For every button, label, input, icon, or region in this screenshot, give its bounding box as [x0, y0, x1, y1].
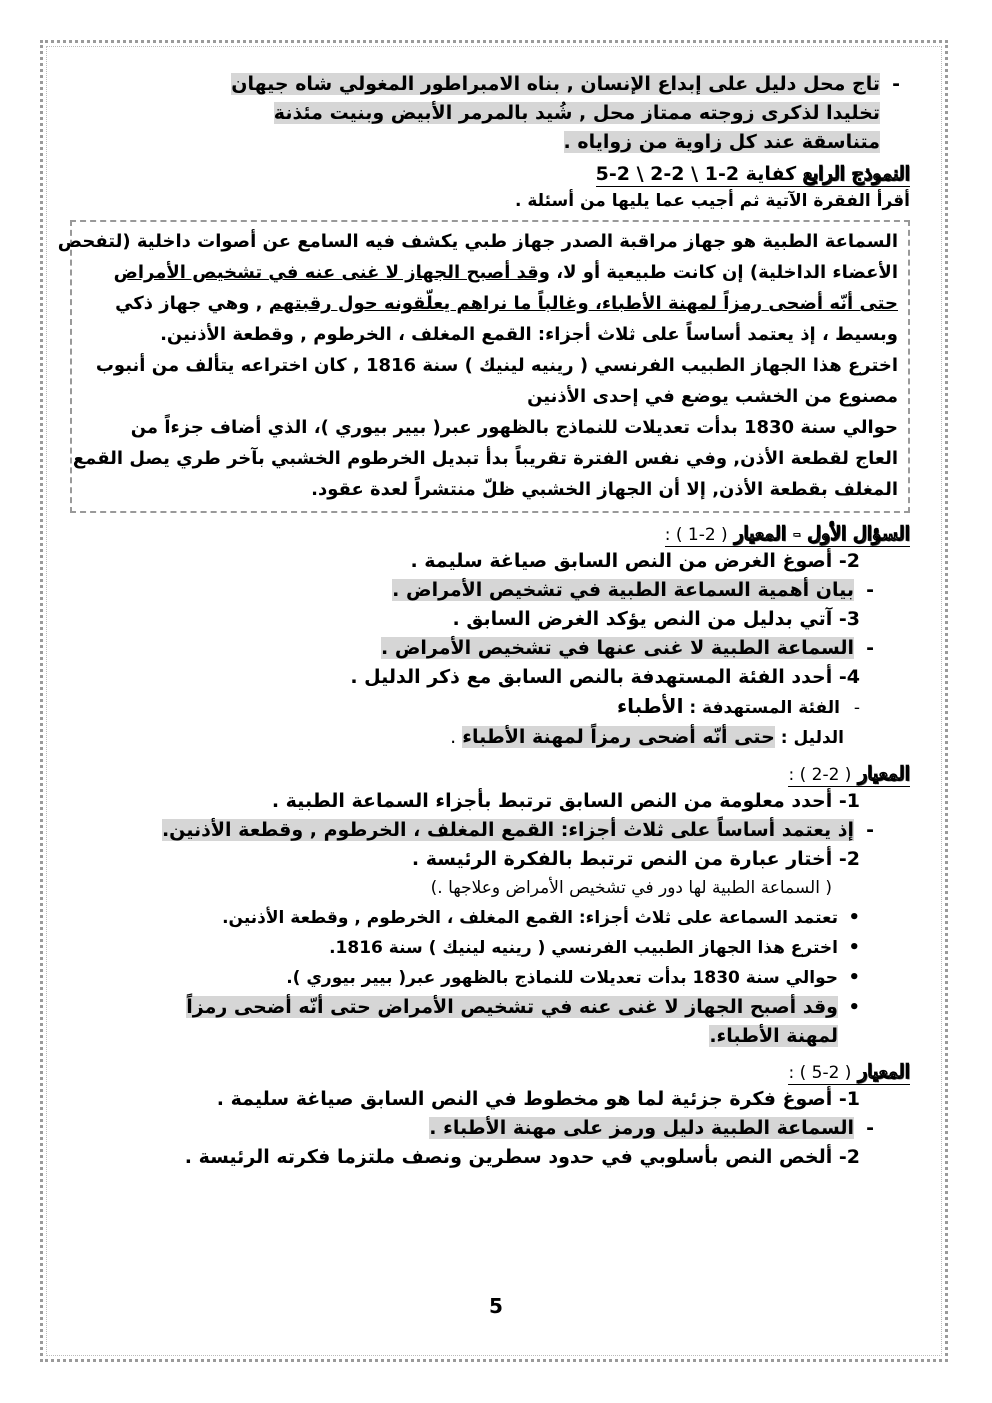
passage-line: المغلف بقطعة الأذن, إلا أن الجهاز الخشبي ظلّ منتشراً لعدة عقود.	[311, 479, 898, 500]
option-item-correct-cont: لمهنة الأطباء.	[709, 1025, 838, 1047]
question-one-items: 2- أصوغ الغرض من النص السابق صياغة سليمة . -بيان أهمية السماعة الطبية في تشخيص الأمراض . 3- آتي بدليل من النص يؤكد الغرض السابق . -السماعة الطبية لا غنى عنها في تشخيص الأمراض . 4- أحدد الفئة المستهدفة بالنص السابق مع ذكر الدليل . -الفئة المستهدفة : الأطباء الدليل : حتى أنّه أضحى رمزاً لمهنة الأطباء .	[70, 547, 860, 753]
question-text: 1- أحدد معلومة من النص السابق ترتبط بأجزاء السماعة الطبية .	[271, 790, 860, 812]
evidence-value: حتى أنّه أضحى رمزاً لمهنة الأطباء	[462, 726, 775, 748]
target-group: -الفئة المستهدفة : الأطباء	[616, 694, 860, 718]
intro-answer: -تاج محل دليل على إبداع الإنسان , بناه الامبراطور المغولي شاه جيهان تخليدا لذكرى زوجته ممتاز محل , شُيد بالمرمر الأبيض وبنيت مئذنة متناسقة عند كل زاوية من زواياه .	[231, 73, 900, 153]
question-text: 2- أصوغ الغرض من النص السابق صياغة سليمة .	[410, 550, 860, 572]
model-instruction: أقرأ الفقرة الآتية ثم أجيب عما يليها من أسئلة .	[514, 191, 910, 211]
main-idea: ( السماعة الطبية لها دور في تشخيص الأمراض وعلاجها .)	[430, 878, 832, 898]
passage-line: مصنوع من الخشب يوضع في إحدى الأذنين	[527, 386, 898, 407]
criterion-title: المعيار	[858, 763, 910, 785]
question-text: 1- أصوغ فكرة جزئية لما هو مخطوط في النص السابق صياغة سليمة .	[216, 1088, 860, 1110]
question-one-title: السؤال الأول - المعيار	[734, 523, 910, 545]
target-group-value: الأطباء	[616, 694, 684, 718]
option-item: • اخترع هذا الجهاز الطبيب الفرنسي ( رينيه لينيك ) سنة 1816.	[70, 933, 860, 963]
evidence: الدليل : حتى أنّه أضحى رمزاً لمهنة الأطباء .	[450, 726, 844, 748]
question-text: 4- أحدد الفئة المستهدفة بالنص السابق مع ذكر الدليل .	[350, 666, 860, 688]
intro-line-2: تخليدا لذكرى زوجته ممتاز محل , شُيد بالمرمر الأبيض وبنيت مئذنة	[273, 102, 880, 124]
page-number: 5	[489, 1294, 503, 1318]
underlined-phrase: وقد أصبح الجهاز لا غنى عنه في تشخيص الأمراض	[113, 262, 550, 283]
question-text: 2- ألخص النص بأسلوبي في حدود سطرين ونصف ملتزما فكرته الرئيسة .	[184, 1146, 860, 1168]
question-one-heading: السؤال الأول - المعيار ( 2-1 ) :	[664, 523, 910, 545]
answer-text: السماعة الطبية لا غنى عنها في تشخيص الأمراض .	[380, 637, 854, 659]
option-item: • حوالي سنة 1830 بدأت تعديلات للنماذج بالظهور عبر( بيير بيوري ).	[70, 963, 860, 993]
answer-text: السماعة الطبية دليل ورمز على مهنة الأطباء .	[429, 1117, 854, 1139]
reading-passage	[57, 220, 910, 513]
criterion-2-2-items: 1- أحدد معلومة من النص السابق ترتبط بأجزاء السماعة الطبية . -إذ يعتمد أساساً على ثلاث أجزاء: القمع المغلف ، الخرطوم , وقطعة الأذنين. 2- أختار عبارة من النص ترتبط بالفكرة الرئيسة . ( السماعة الطبية لها دور في تشخيص الأمراض وعلاجها .) • تعتمد السماعة على ثلاث أجزاء: القمع المغلف ، الخرطوم , وقطعة الأذنين. • اخترع هذا الجهاز الطبيب الفرنسي ( رينيه لينيك ) سنة 1816. • حوالي سنة 1830 بدأت تعديلات للنماذج بالظهور عبر( بيير بيوري ). • وقد أصبح الجهاز لا غنى عنه في تشخيص الأمراض حتى أنّه أضحى رمزاً لمهنة الأطباء.	[70, 787, 860, 1051]
intro-line-1: تاج محل دليل على إبداع الإنسان , بناه الامبراطور المغولي شاه جيهان	[231, 73, 880, 95]
model-heading-sub: كفاية 2-1 \ 2-2 \ 2-5	[595, 163, 797, 185]
passage-line: السماعة الطبية هو جهاز مراقبة الصدر جهاز طبي يكشف فيه السامع عن أصوات داخلية (لتفحص	[57, 231, 898, 252]
answer-text: إذ يعتمد أساساً على ثلاث أجزاء: القمع المغلف ، الخرطوم , وقطعة الأذنين.	[161, 819, 854, 841]
criterion-2-5-items: 1- أصوغ فكرة جزئية لما هو مخطوط في النص السابق صياغة سليمة . -السماعة الطبية دليل ورمز على مهنة الأطباء . 2- ألخص النص بأسلوبي في حدود سطرين ونصف ملتزما فكرته الرئيسة .	[70, 1085, 860, 1172]
underlined-phrase: حتى أنّه أضحى رمزاً لمهنة الأطباء، وغالباً ما نراهم يعلّقونه حول رقبتهم	[268, 293, 898, 314]
option-item: • تعتمد السماعة على ثلاث أجزاء: القمع المغلف ، الخرطوم , وقطعة الأذنين.	[70, 903, 860, 933]
question-text: 3- آتي بدليل من النص يؤكد الغرض السابق .	[452, 608, 860, 630]
criterion-title: المعيار	[858, 1061, 910, 1083]
passage-line: الأعضاء الداخلية) إن كانت طبيعية أو لا، وقد أصبح الجهاز لا غنى عنه في تشخيص الأمراض	[113, 262, 898, 283]
model-heading	[70, 163, 910, 187]
passage-line: حتى أنّه أضحى رمزاً لمهنة الأطباء، وغالباً ما نراهم يعلّقونه حول رقبتهم , وهي جهاز ذكي	[115, 293, 898, 314]
answer-text: بيان أهمية السماعة الطبية في تشخيص الأمراض .	[392, 579, 854, 601]
criterion-2-2-heading: المعيار ( 2-2 ) :	[788, 763, 910, 785]
passage-line: العاج لقطعة الأذن, وفي نفس الفترة تقريباً بدأ تبديل الخرطوم الخشبي بآخر طري يصل القمع	[72, 448, 898, 469]
criterion-2-5-heading: المعيار ( 2-5 ) :	[788, 1061, 910, 1083]
worksheet-content	[57, 70, 910, 1172]
passage-line: اخترع هذا الجهاز الطبيب الفرنسي ( رينيه لينيك ) سنة 1816 , كان اختراعه يتألف من أنبوب	[95, 355, 898, 376]
intro-line-3: متناسقة عند كل زاوية من زواياه .	[563, 131, 880, 153]
option-item-correct: • وقد أصبح الجهاز لا غنى عنه في تشخيص الأمراض حتى أنّه أضحى رمزاً	[70, 993, 860, 1022]
passage-line: وبسيط ، إذ يعتمد أساساً على ثلاث أجزاء: القمع المغلف ، الخرطوم , وقطعة الأذنين.	[160, 324, 898, 345]
passage-line: حوالي سنة 1830 بدأت تعديلات للنماذج بالظهور عبر( بيير بيوري )، الذي أضاف جزءاً من	[130, 417, 898, 438]
model-heading-title: النموذج الرابع	[802, 163, 910, 185]
question-text: 2- أختار عبارة من النص ترتبط بالفكرة الرئيسة .	[411, 848, 860, 870]
